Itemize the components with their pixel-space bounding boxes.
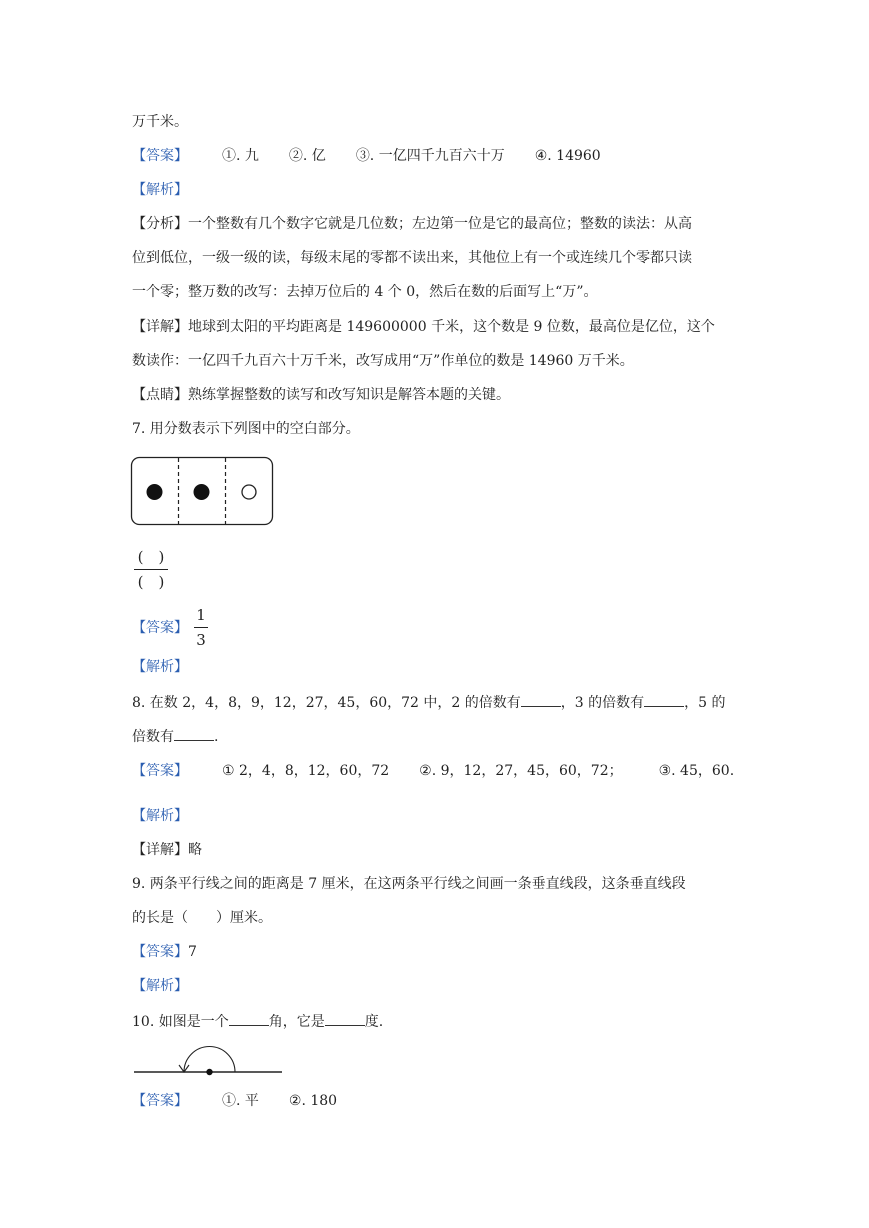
q6-answer-4: ④. 14960 bbox=[534, 148, 601, 164]
q8-answer-3: ③. 45，60. bbox=[658, 763, 735, 779]
answer-blank bbox=[521, 692, 561, 707]
q6-answer-3: ③. 一亿四千九百六十万 bbox=[355, 148, 505, 164]
fenxi-label: 【分析】 bbox=[132, 216, 188, 232]
q10-text-3: 度. bbox=[364, 1014, 384, 1030]
answer-numerator: 1 bbox=[196, 606, 206, 624]
answer-blank bbox=[174, 726, 214, 741]
empty-dot bbox=[242, 485, 256, 499]
continuation-text: 万千米。 bbox=[132, 114, 188, 130]
analysis-label: 【解析】 bbox=[132, 978, 188, 994]
q10-answer-2: ②. 180 bbox=[288, 1093, 338, 1109]
answer-blank bbox=[229, 1011, 269, 1026]
dianjing-line bbox=[132, 385, 510, 405]
q10-answer-row bbox=[132, 1091, 337, 1111]
q8-answer-row bbox=[132, 761, 734, 781]
answer-label: 【答案】 bbox=[132, 1093, 188, 1109]
straight-angle-figure bbox=[134, 1030, 284, 1078]
q7-answer-fraction bbox=[194, 605, 208, 650]
answer-denominator: 3 bbox=[196, 631, 206, 649]
fraction-bar bbox=[194, 627, 208, 628]
blank-numerator: ( ) bbox=[137, 548, 165, 566]
filled-dot bbox=[194, 484, 210, 500]
answer-label: 【答案】 bbox=[132, 763, 188, 779]
q8-detail bbox=[132, 840, 202, 860]
detail-line-2: 数读作：一亿四千九百六十万千米，改写成用“万”作单位的数是 14960 万千米。 bbox=[132, 353, 634, 369]
q10-text-2: 角，它是 bbox=[268, 1014, 325, 1030]
fenxi-line-1 bbox=[132, 214, 692, 234]
q8-answer-2: ②. 9，12，27，45，60，72； bbox=[419, 763, 623, 779]
q9-question-line-1: 9. 两条平行线之间的距离是 7 厘米，在这两条平行线之间画一条垂直线段，这条垂直线段 bbox=[132, 876, 686, 892]
analysis-label: 【解析】 bbox=[132, 659, 188, 675]
answer-blank bbox=[644, 692, 684, 707]
detail-line-1 bbox=[132, 317, 715, 337]
fenxi-line-3: 一个零；整万数的改写：去掉万位后的 4 个 0，然后在数的后面写上“万”。 bbox=[132, 284, 598, 300]
fenxi-text-1: 一个整数有几个数字它就是几位数；左边第一位是它的最高位；整数的读法：从高 bbox=[188, 216, 692, 232]
answer-label: 【答案】 bbox=[132, 620, 188, 636]
fenxi-line-2: 位到低位，一级一级的读，每级末尾的零都不读出来，其他位上有一个或连续几个零都只读 bbox=[132, 250, 692, 266]
q8-text-1: 8. 在数 2，4，8，9，12，27，45，60，72 中，2 的倍数有 bbox=[132, 695, 521, 711]
q10-answer-1: ①. 平 bbox=[222, 1093, 259, 1109]
analysis-label: 【解析】 bbox=[132, 182, 188, 198]
q10-text-1: 10. 如图是一个 bbox=[132, 1014, 229, 1030]
vertex-dot bbox=[206, 1069, 212, 1075]
dianjing-label: 【点睛】 bbox=[132, 387, 188, 403]
fraction-bar bbox=[134, 569, 168, 570]
q8-question-line-1 bbox=[132, 692, 725, 713]
q7-question: 7. 用分数表示下列图中的空白部分。 bbox=[132, 421, 360, 437]
q10-question bbox=[132, 1011, 383, 1032]
q7-figure bbox=[131, 457, 274, 526]
q8-detail-text: 略 bbox=[188, 842, 202, 858]
filled-dot bbox=[147, 484, 163, 500]
q8-text-2: ，3 的倍数有 bbox=[560, 695, 645, 711]
q8-question-line-2 bbox=[132, 726, 218, 747]
q8-answer-1: ① 2，4，8，12，60，72 bbox=[222, 763, 390, 779]
detail-label: 【详解】 bbox=[132, 319, 188, 335]
q6-answer-row bbox=[132, 146, 601, 166]
answer-blank bbox=[325, 1011, 365, 1026]
q8-text-3: ，5 的 bbox=[684, 695, 726, 711]
q6-answer-2: ②. 亿 bbox=[288, 148, 326, 164]
q9-answer: 7 bbox=[188, 944, 197, 960]
q8-text-5: . bbox=[214, 729, 219, 745]
q7-blank-fraction bbox=[134, 547, 168, 592]
answer-label: 【答案】 bbox=[132, 148, 188, 164]
answer-label: 【答案】 bbox=[132, 944, 188, 960]
q8-text-4: 倍数有 bbox=[132, 729, 174, 745]
q9-question-line-2: 的长是（ ）厘米。 bbox=[132, 910, 272, 926]
detail-label: 【详解】 bbox=[132, 842, 188, 858]
blank-denominator: ( ) bbox=[137, 573, 165, 591]
dianjing-text: 熟练掌握整数的读写和改写知识是解答本题的关键。 bbox=[188, 387, 510, 403]
detail-text-1: 地球到太阳的平均距离是 149600000 千米，这个数是 9 位数，最高位是亿位，这个 bbox=[188, 319, 715, 335]
angle-arc bbox=[184, 1047, 235, 1073]
analysis-label: 【解析】 bbox=[132, 808, 188, 824]
q7-answer-row bbox=[132, 618, 188, 638]
q9-answer-row bbox=[132, 942, 197, 962]
q6-answer-1: ①. 九 bbox=[222, 148, 259, 164]
